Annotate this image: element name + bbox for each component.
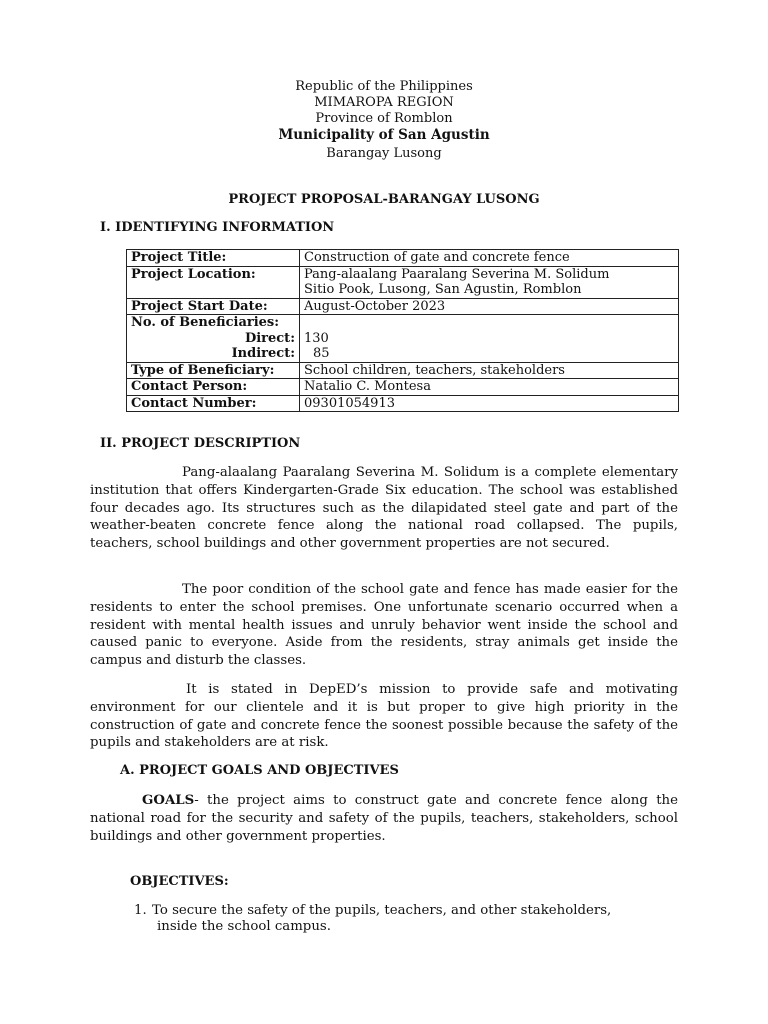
project-location-label: Project Location: xyxy=(127,266,300,298)
table-row xyxy=(127,298,679,315)
beneficiaries-values xyxy=(300,315,679,363)
description-paragraph-2: The poor condition of the school gate and fence has made easier for the residents to enter the school premises. One unfortunate scenario occurred when a resident with mental health issues and unruly behavior went inside the school and caused panic to everyone. Aside from the residents, stray animals get inside the campus and disturb the classes. xyxy=(90,582,678,669)
project-location-cell xyxy=(300,266,679,298)
contact-number-label: Contact Number: xyxy=(127,395,300,412)
beneficiaries-cell xyxy=(127,315,300,363)
objective-1-line-1: To secure the safety of the pupils, teachers, and other stakeholders, xyxy=(152,903,612,918)
table-row xyxy=(127,379,679,396)
table-row xyxy=(127,362,679,379)
direct-label: Direct: xyxy=(244,330,295,346)
section2-heading: II. PROJECT DESCRIPTION xyxy=(100,436,301,451)
beneficiary-type-label: Type of Beneficiary: xyxy=(127,362,300,379)
objective-1-number: 1. xyxy=(134,903,147,918)
header-municipality: Municipality of San Agustin xyxy=(278,127,490,143)
goals-text: - the project aims to construct gate and concrete fence along the national road for the security and safety of the pupils, teachers, stakeholders, school buildings and other government properties. xyxy=(90,793,678,844)
description-paragraph-1: Pang-alaalang Paaralang Severina M. Solidum is a complete elementary institution that offers Kindergarten-Grade Six education. The school was established four decades ago. Its structures such as the dilapidated steel gate and part of the weather-beaten concrete fence along the national road collapsed. The pupils, teachers, school buildings and other government properties are not secured. xyxy=(90,465,678,552)
start-date-value: August-October 2023 xyxy=(300,298,679,315)
goals-paragraph xyxy=(90,792,678,845)
start-date-label: Project Start Date: xyxy=(127,298,300,315)
indirect-label: Indirect: xyxy=(231,346,295,361)
header-region: MIMAROPA REGION xyxy=(314,95,454,110)
project-location-value-2: Sitio Pook, Lusong, San Agustin, Romblon xyxy=(304,282,582,297)
beneficiaries-label: No. of Beneficiaries: xyxy=(131,315,280,330)
header-barangay: Barangay Lusong xyxy=(326,146,442,161)
section1-heading: I. IDENTIFYING INFORMATION xyxy=(100,220,335,235)
objectives-label: OBJECTIVES: xyxy=(130,874,229,889)
table-row xyxy=(127,250,679,267)
project-location-value-1: Pang-alaalang Paaralang Severina M. Solidum xyxy=(304,266,610,282)
header-republic: Republic of the Philippines xyxy=(295,79,473,94)
table-row xyxy=(127,315,679,363)
identifying-info-table xyxy=(126,249,679,412)
contact-person-value: Natalio C. Montesa xyxy=(300,379,679,396)
table-row xyxy=(127,395,679,412)
contact-person-label: Contact Person: xyxy=(127,379,300,396)
project-title-label: Project Title: xyxy=(127,250,300,267)
direct-value: 130 xyxy=(304,330,329,346)
beneficiary-type-value: School children, teachers, stakeholders xyxy=(300,362,679,379)
description-paragraph-3: It is stated in DepED’s mission to provide safe and motivating environment for our clientele and it is but proper to give high priority in the construction of gate and concrete fence the soonest possible because the safety of the pupils and stakeholders are at risk. xyxy=(90,682,678,751)
project-title-value: Construction of gate and concrete fence xyxy=(300,250,679,267)
table-row xyxy=(127,266,679,298)
objective-1-line-2: inside the school campus. xyxy=(157,919,331,934)
goals-label: GOALS xyxy=(142,793,195,808)
section-a-heading: A. PROJECT GOALS AND OBJECTIVES xyxy=(120,763,399,778)
document-title: PROJECT PROPOSAL-BARANGAY LUSONG xyxy=(228,192,540,207)
contact-number-value: 09301054913 xyxy=(300,395,679,412)
header-province: Province of Romblon xyxy=(315,111,453,126)
indirect-value: 85 xyxy=(313,346,330,361)
